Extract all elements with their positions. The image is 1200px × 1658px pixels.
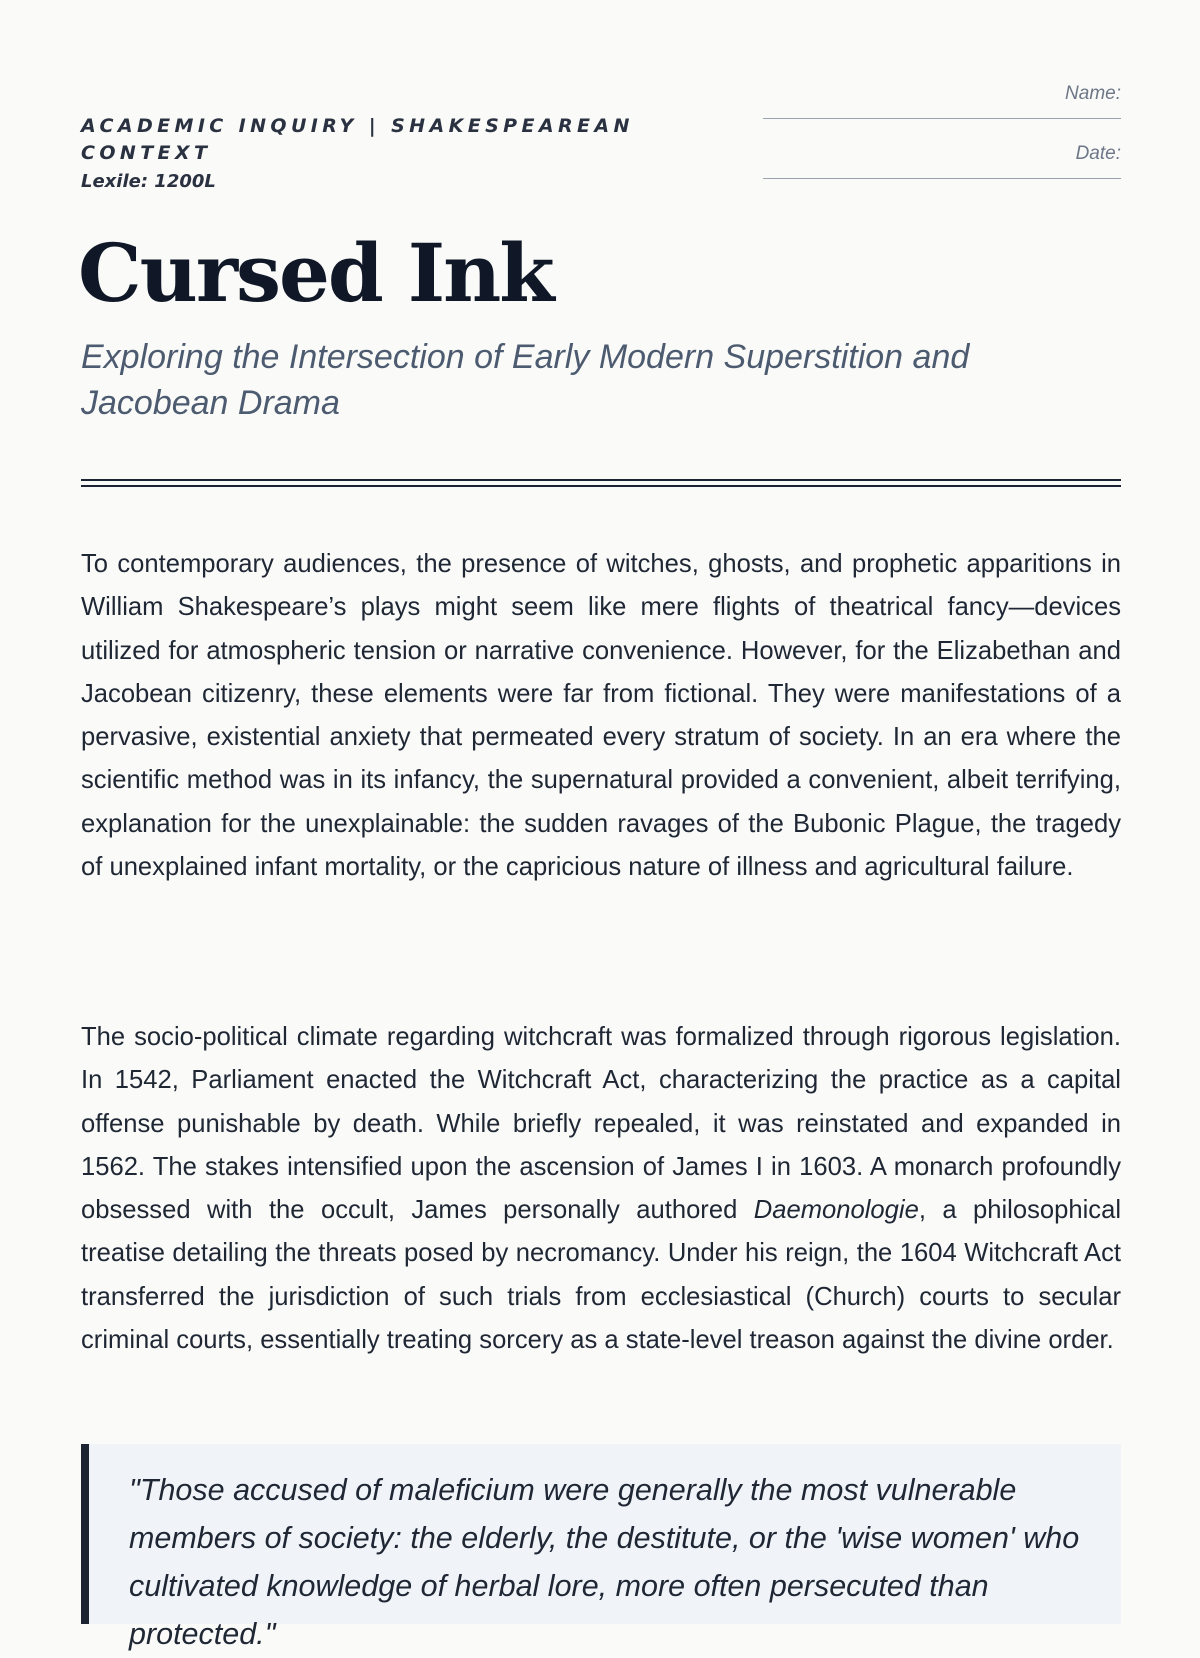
pull-quote — [81, 1444, 1121, 1651]
worksheet-header — [81, 0, 1121, 215]
name-field[interactable] — [761, 82, 1121, 119]
name-label: Name: — [1065, 83, 1121, 104]
book-title-daemonologie: Daemonologie — [753, 1196, 919, 1225]
page-title: Cursed Ink — [78, 226, 553, 320]
paragraph-2-text-start: The socio-political climate regarding witchcraft was formalized through rigorous legislation. In 1542, Parliament enacted the Witchcraft Act, characterizing the practice as a capital offense punishable by death. While briefly repealed, it was reinstated and expanded in 1562. The stakes intensified upon the ascension of James I in 1603. A monarch profoundly obsessed with the occult, James personally authored — [81, 1023, 1121, 1225]
date-field[interactable] — [761, 142, 1121, 179]
pull-quote-text: "Those accused of maleficium were generally the most vulnerable members of society: the elderly, the destitute, or the 'wise women' who cultivated knowledge of herbal lore, more often persecuted than protected." — [129, 1473, 1080, 1651]
body-paragraph-2 — [81, 1016, 1121, 1362]
name-line[interactable] — [763, 118, 1121, 119]
date-line[interactable] — [763, 178, 1121, 179]
lexile-label: Lexile: 1200L — [81, 171, 216, 192]
date-label: Date: — [1075, 143, 1121, 164]
double-rule-divider — [81, 479, 1121, 487]
series-label: ACADEMIC INQUIRY | SHAKESPEAREAN CONTEXT — [81, 115, 634, 164]
body-paragraph-1: To contemporary audiences, the presence of witches, ghosts, and prophetic apparitions in William Shakespeare’s plays might seem like mere flights of theatrical fancy—devices utilized for atmospheric tension or narrative convenience. However, for the Elizabethan and Jacobean citizenry, these elements were far from fictional. They were manifestations of a pervasive, existential anxiety that permeated every stratum of society. In an era where the scientific method was in its infancy, the supernatural provided a convenient, albeit terrifying, explanation for the unexplainable: the sudden ravages of the Bubonic Plague, the tragedy of unexplained infant mortality, or the capricious nature of illness and agricultural failure. — [81, 550, 1121, 882]
page-subtitle: Exploring the Intersection of Early Modern Superstition and Jacobean Drama — [81, 338, 970, 422]
paragraph-2-text-end: , a philosophical treatise detailing the threats posed by necromancy. Under his reign, the 1604 Witchcraft Act transferred the jurisdiction of such trials from ecclesiastical (Church) courts to secular criminal courts, essentially treating sorcery as a state-level treason against the divine order. — [81, 1196, 1122, 1355]
worksheet-page — [78, 0, 1122, 1651]
